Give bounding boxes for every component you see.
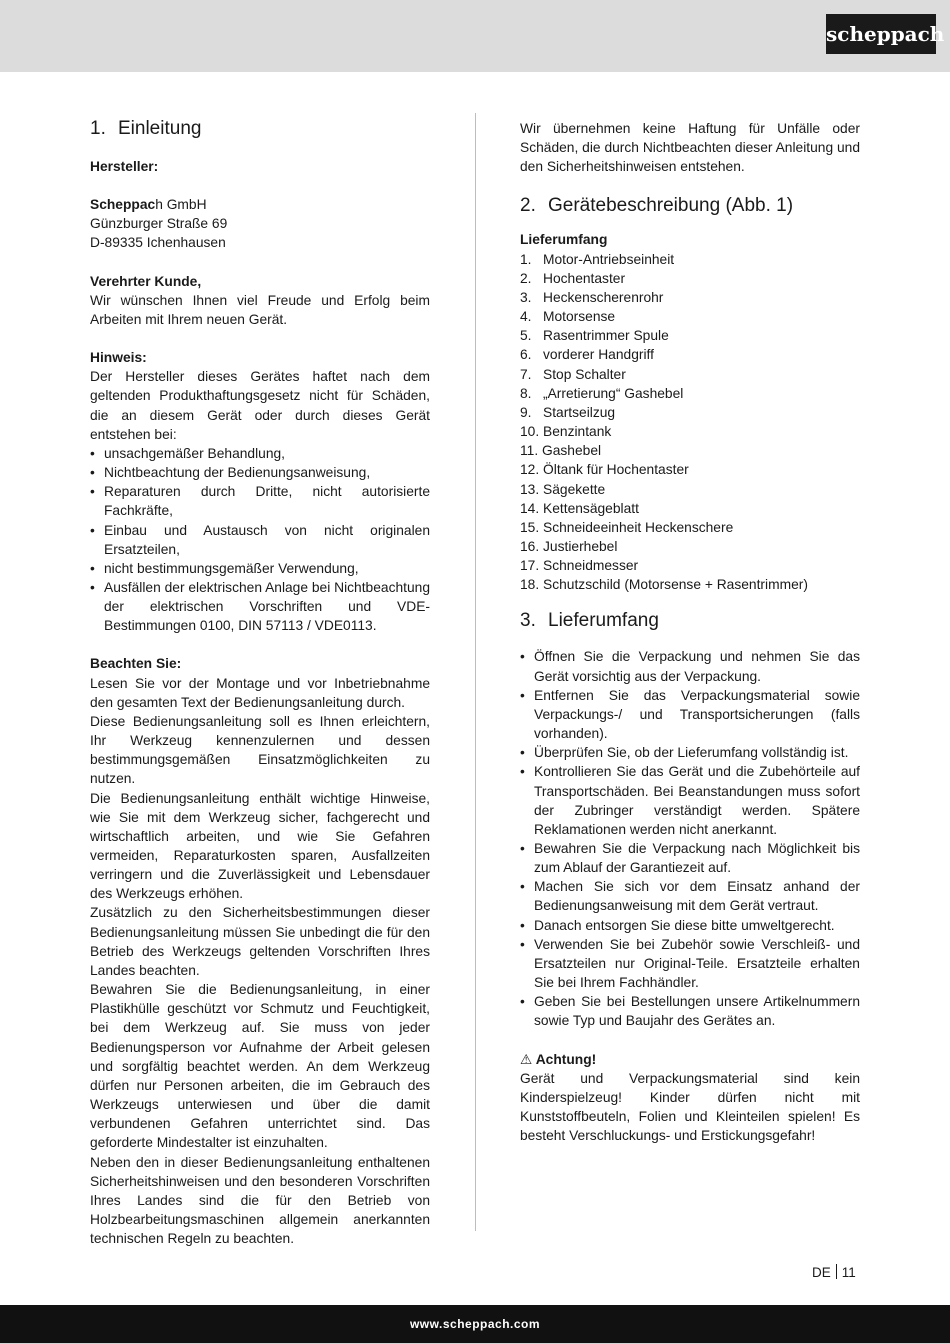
list-item: 7. Stop Schalter bbox=[520, 366, 626, 382]
note-list bbox=[90, 444, 430, 636]
warning-icon: ⚠ bbox=[520, 1051, 533, 1067]
list-item: 4. Motorsense bbox=[520, 309, 616, 325]
left-column bbox=[90, 117, 430, 1248]
list-item: 9. Startseilzug bbox=[520, 404, 616, 420]
customer-label: Verehrter Kunde, bbox=[90, 273, 202, 289]
list-item: 5. Rasentrimmer Spule bbox=[520, 328, 669, 344]
list-item: • Reparaturen durch Dritte, nicht autorisierte Fachkräfte, bbox=[90, 482, 430, 520]
list-item: 18. Schutzschild (Motorsense + Rasentrimmer) bbox=[520, 577, 808, 593]
scope-label: Lieferumfang bbox=[520, 232, 608, 248]
section-1-heading: 1. Einleitung bbox=[90, 118, 202, 139]
list-item: • Kontrollieren Sie das Gerät und die Zubehörteile auf Transportschäden. Bei Beanstandungen muss sofort der Zubringer verständigt werden. Spätere Reklamationen werden nicht anerkannt. bbox=[520, 762, 860, 839]
list-item: • Öffnen Sie die Verpackung und nehmen Sie das Gerät vorsichtig aus der Verpackung. bbox=[520, 647, 860, 685]
list-item: • Entfernen Sie das Verpackungsmaterial sowie Verpackungs-/ und Transportsicherungen (falls vorhanden). bbox=[520, 686, 860, 743]
footer-url: www.scheppach.com bbox=[0, 1305, 950, 1343]
list-item: 10. Benzintank bbox=[520, 424, 612, 440]
observe-paragraph: Lesen Sie vor der Montage und vor Inbetriebnahme den gesamten Text der Bedienungsanleitung durch. bbox=[90, 675, 430, 710]
list-item: 2. Hochentaster bbox=[520, 270, 626, 286]
observe-label: Beachten Sie: bbox=[90, 656, 182, 672]
list-item: • nicht bestimmungsgemäßer Verwendung, bbox=[90, 559, 430, 578]
observe-paragraph: Neben den in dieser Bedienungsanleitung enthaltenen Sicherheitshinweisen und den besonderen Vorschriften Ihres Landes sind die für den Betrieb von Holzbearbeitungsmaschinen allgemein anerkannten technischen Regeln zu beachten. bbox=[90, 1154, 430, 1247]
list-item: • Danach entsorgen Sie diese bitte umweltgerecht. bbox=[520, 916, 860, 935]
observe-paragraph: Bewahren Sie die Bedienungsanleitung, in einer Plastikhülle geschützt vor Schmutz und Feuchtigkeit, bei dem Werkzeug auf. Sie muss von jeder Bedienungsperson vor Aufnahme der Arbeit gelesen und sorgfältig beachtet werden. An dem Werkzeug dürfen nur Personen arbeiten, die im Gebrauch des Werkzeugs unterwiesen und über die damit verbundenen Gefahren unterrichtet sind. Das geforderte Mindestalter ist einzuhalten. bbox=[90, 982, 430, 1151]
list-item: 12. Öltank für Hochentaster bbox=[520, 462, 689, 478]
page-number: DE 11 bbox=[812, 1265, 856, 1280]
list-item: • Einbau und Austausch von nicht originalen Ersatzteilen, bbox=[90, 521, 430, 559]
list-item: 17. Schneidmesser bbox=[520, 558, 639, 574]
brand-logo: scheppach bbox=[826, 14, 936, 54]
observe-paragraph: Zusätzlich zu den Sicherheitsbestimmungen dieser Bedienungsanleitung müssen Sie unbedingt die für den Betrieb des Werkzeugs geltenden Vorschriften Ihres Landes beachten. bbox=[90, 905, 430, 978]
list-item: 15. Schneideeinheit Heckenschere bbox=[520, 519, 734, 535]
list-item: • Geben Sie bei Bestellungen unsere Artikelnummern sowie Typ und Baujahr des Gerätes an. bbox=[520, 992, 860, 1030]
company-street: Günzburger Straße 69 bbox=[90, 216, 228, 232]
list-item: 16. Justierhebel bbox=[520, 538, 618, 554]
manufacturer-label: Hersteller: bbox=[90, 159, 159, 174]
list-item: • Überprüfen Sie, ob der Lieferumfang vollständig ist. bbox=[520, 743, 860, 762]
warning-text: Gerät und Verpackungsmaterial sind kein Kinderspielzeug! Kinder dürfen nicht mit Kunststoffbeuteln, Folien und Kleinteilen spielen! Es besteht Verschluckungs- und Erstickungsgefahr! bbox=[520, 1070, 860, 1144]
header-band bbox=[0, 0, 950, 72]
section-2-heading: 2. Gerätebeschreibung (Abb. 1) bbox=[520, 195, 794, 217]
company-city: D-89335 Ichenhausen bbox=[90, 235, 226, 251]
list-item: 13. Sägekette bbox=[520, 481, 606, 497]
list-item: 6. vorderer Handgriff bbox=[520, 347, 654, 363]
list-item: • Bewahren Sie die Verpackung nach Möglichkeit bis zum Ablauf der Garantiezeit auf. bbox=[520, 839, 860, 877]
list-item: 3. Heckenscherenrohr bbox=[520, 289, 664, 305]
list-item: 8. „Arretierung“ Gashebel bbox=[520, 385, 684, 401]
warning-label: ⚠ Achtung! bbox=[520, 1051, 597, 1067]
parts-list bbox=[520, 250, 860, 595]
list-item: 11. Gashebel bbox=[520, 443, 602, 459]
column-divider bbox=[475, 113, 476, 1231]
liability-text: Wir übernehmen keine Haftung für Unfälle oder Schäden, die durch Nichtbeachten dieser Anleitung und den Sicherheitshinweisen entstehen. bbox=[520, 121, 860, 175]
list-item: 14. Kettensägeblatt bbox=[520, 500, 639, 516]
right-column bbox=[520, 119, 860, 1145]
list-item: • unsachgemäßer Behandlung, bbox=[90, 444, 430, 463]
company-name: Scheppach GmbH bbox=[90, 197, 207, 213]
observe-paragraph: Die Bedienungsanleitung enthält wichtige Hinweise, wie Sie mit dem Werkzeug sicher, fachgerecht und wirtschaftlich arbeiten, und wie Sie Gefahren vermeiden, Reparaturkosten sparen, Ausfallzeiten verringern und die Zuverlässigkeit und Lebensdauer des Werkzeugs erhöhen. bbox=[90, 790, 430, 902]
delivery-steps-list bbox=[520, 647, 860, 1030]
list-item: • Verwenden Sie bei Zubehör sowie Verschleiß- und Ersatzteilen nur Original-Teile. Ersatzteile erhalten Sie bei Ihrem Fachhändler. bbox=[520, 935, 860, 992]
customer-text: Wir wünschen Ihnen viel Freude und Erfolg beim Arbeiten mit Ihrem neuen Gerät. bbox=[90, 292, 430, 327]
note-text: Der Hersteller dieses Gerätes haftet nach dem geltenden Produkthaftungsgesetz nicht für Schäden, die an diesem Gerät oder durch dieses Gerät entstehen bei: bbox=[90, 369, 430, 442]
note-label: Hinweis: bbox=[90, 350, 147, 366]
list-item: • Nichtbeachtung der Bedienungsanweisung, bbox=[90, 463, 430, 482]
page-separator bbox=[836, 1264, 837, 1279]
list-item: 1. Motor-Antriebseinheit bbox=[520, 251, 675, 267]
observe-paragraph: Diese Bedienungsanleitung soll es Ihnen erleichtern, Ihr Werkzeug kennenzulernen und dessen bestimmungsgemäßen Einsatzmöglichkeiten zu nutzen. bbox=[90, 713, 430, 787]
list-item: • Ausfällen der elektrischen Anlage bei Nichtbeachtung der elektrischen Vorschriften und VDE-Bestimmungen 0100, DIN 57113 / VDE0113. bbox=[90, 578, 430, 635]
section-3-heading: 3. Lieferumfang bbox=[520, 610, 659, 632]
list-item: • Machen Sie sich vor dem Einsatz anhand der Bedienungsanweisung mit dem Gerät vertraut. bbox=[520, 877, 860, 915]
